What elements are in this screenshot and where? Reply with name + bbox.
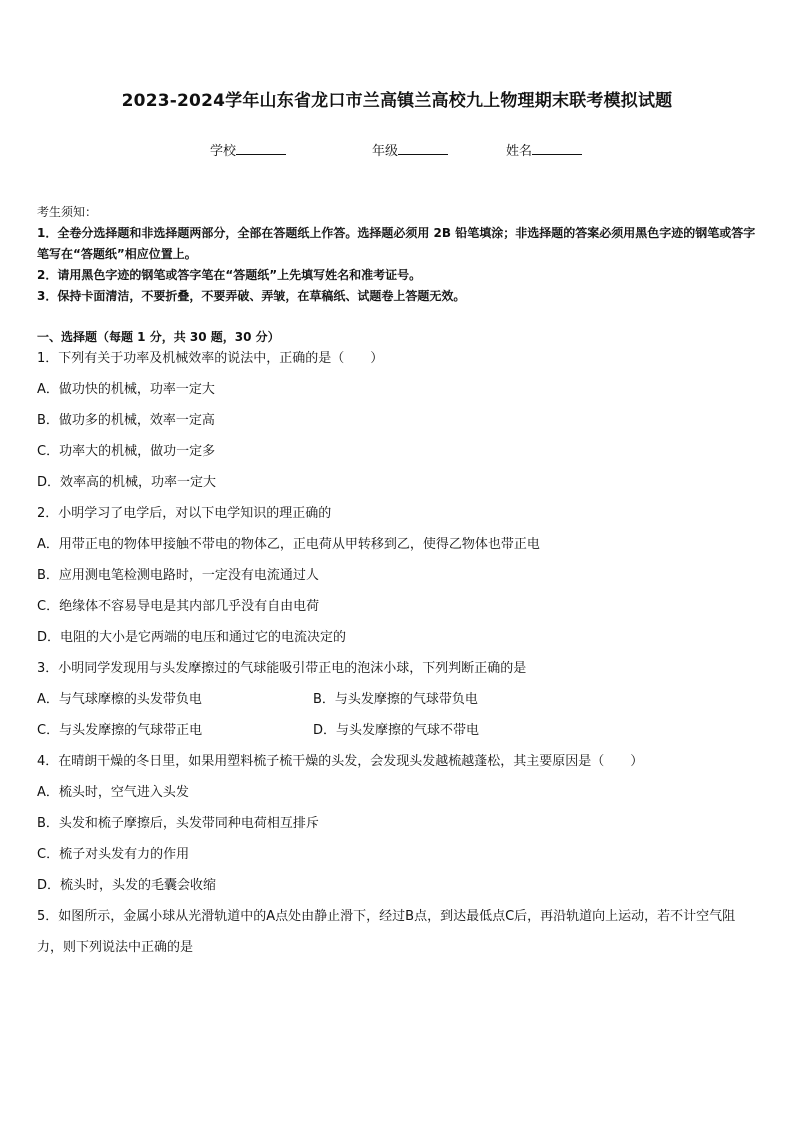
- notice-item: 2．请用黑色字迹的钢笔或答字笔在“答题纸”上先填写姓名和准考证号。: [37, 268, 422, 282]
- answer-option: D．梳头时，头发的毛囊会收缩: [37, 878, 217, 893]
- answer-option: B．头发和梳子摩擦后，头发带同种电荷相互排斥: [37, 816, 319, 831]
- exam-notice: [37, 202, 757, 307]
- answer-option: B．与头发摩擦的气球带负电: [313, 692, 478, 707]
- school-label: 学校: [210, 144, 237, 159]
- answer-option: C．绝缘体不容易导电是其内部几乎没有自由电荷: [37, 599, 320, 614]
- answer-option: A．梳头时，空气进入头发: [37, 785, 189, 800]
- notice-item: 1．全卷分选择题和非选择题两部分，全部在答题纸上作答。选择题必须用 2B 铅笔填涂；非选择题的答案必须用黑色字迹的钢笔或答字笔写在“答题纸”相应位置上。: [37, 226, 756, 261]
- option-row: [37, 720, 759, 751]
- answer-option: C．功率大的机械，做功一定多: [37, 444, 216, 459]
- grade-label: 年级: [372, 144, 399, 159]
- question-stem: 3．小明同学发现用与头发摩擦过的气球能吸引带正电的泡沫小球，下列判断正确的是: [37, 661, 527, 676]
- question-stem: 1．下列有关于功率及机械效率的说法中，正确的是（ ）: [37, 351, 384, 366]
- grade-field: [372, 140, 448, 159]
- name-label: 姓名: [506, 144, 533, 159]
- question-section: [37, 326, 759, 963]
- section-heading: 一、选择题（每题 1 分，共 30 题，30 分）: [37, 330, 280, 344]
- notice-heading: 考生须知：: [37, 205, 98, 219]
- question-stem: 5．如图所示，金属小球从光滑轨道中的A点处由静止滑下，经过B点，到达最低点C后，再沿轨道向上运动，若不计空气阻力，则下列说法中正确的是: [37, 909, 736, 955]
- answer-option: B．应用测电笔检测电路时，一定没有电流通过人: [37, 568, 319, 583]
- answer-option: D．与头发摩擦的气球不带电: [313, 723, 480, 738]
- answer-option: A．做功快的机械，功率一定大: [37, 382, 215, 397]
- name-blank[interactable]: [532, 142, 582, 155]
- answer-option: D．电阻的大小是它两端的电压和通过它的电流决定的: [37, 630, 347, 645]
- answer-option: A．与气球摩檫的头发带负电: [37, 692, 202, 707]
- question-stem: 4．在晴朗干燥的冬日里，如果用塑料梳子梳干燥的头发，会发现头发越梳越蓬松，其主要原因是（ ）: [37, 754, 644, 769]
- option-row: [37, 689, 759, 720]
- student-info-row: [0, 140, 794, 160]
- answer-option: B．做功多的机械，效率一定高: [37, 413, 215, 428]
- name-field: [506, 140, 582, 159]
- answer-option: C．梳子对头发有力的作用: [37, 847, 190, 862]
- question-stem: 2．小明学习了电学后，对以下电学知识的理正确的: [37, 506, 332, 521]
- school-blank[interactable]: [236, 142, 286, 155]
- answer-option: A．用带正电的物体甲接触不带电的物体乙，正电荷从甲转移到乙，使得乙物体也带正电: [37, 537, 540, 552]
- grade-blank[interactable]: [398, 142, 448, 155]
- school-field: [210, 140, 286, 159]
- exam-title: 2023-2024学年山东省龙口市兰高镇兰高校九上物理期末联考模拟试题: [121, 91, 673, 111]
- answer-option: C．与头发摩擦的气球带正电: [37, 723, 203, 738]
- answer-option: D．效率高的机械，功率一定大: [37, 475, 217, 490]
- notice-item: 3．保持卡面清洁，不要折叠，不要弄破、弄皱，在草稿纸、试题卷上答题无效。: [37, 289, 466, 303]
